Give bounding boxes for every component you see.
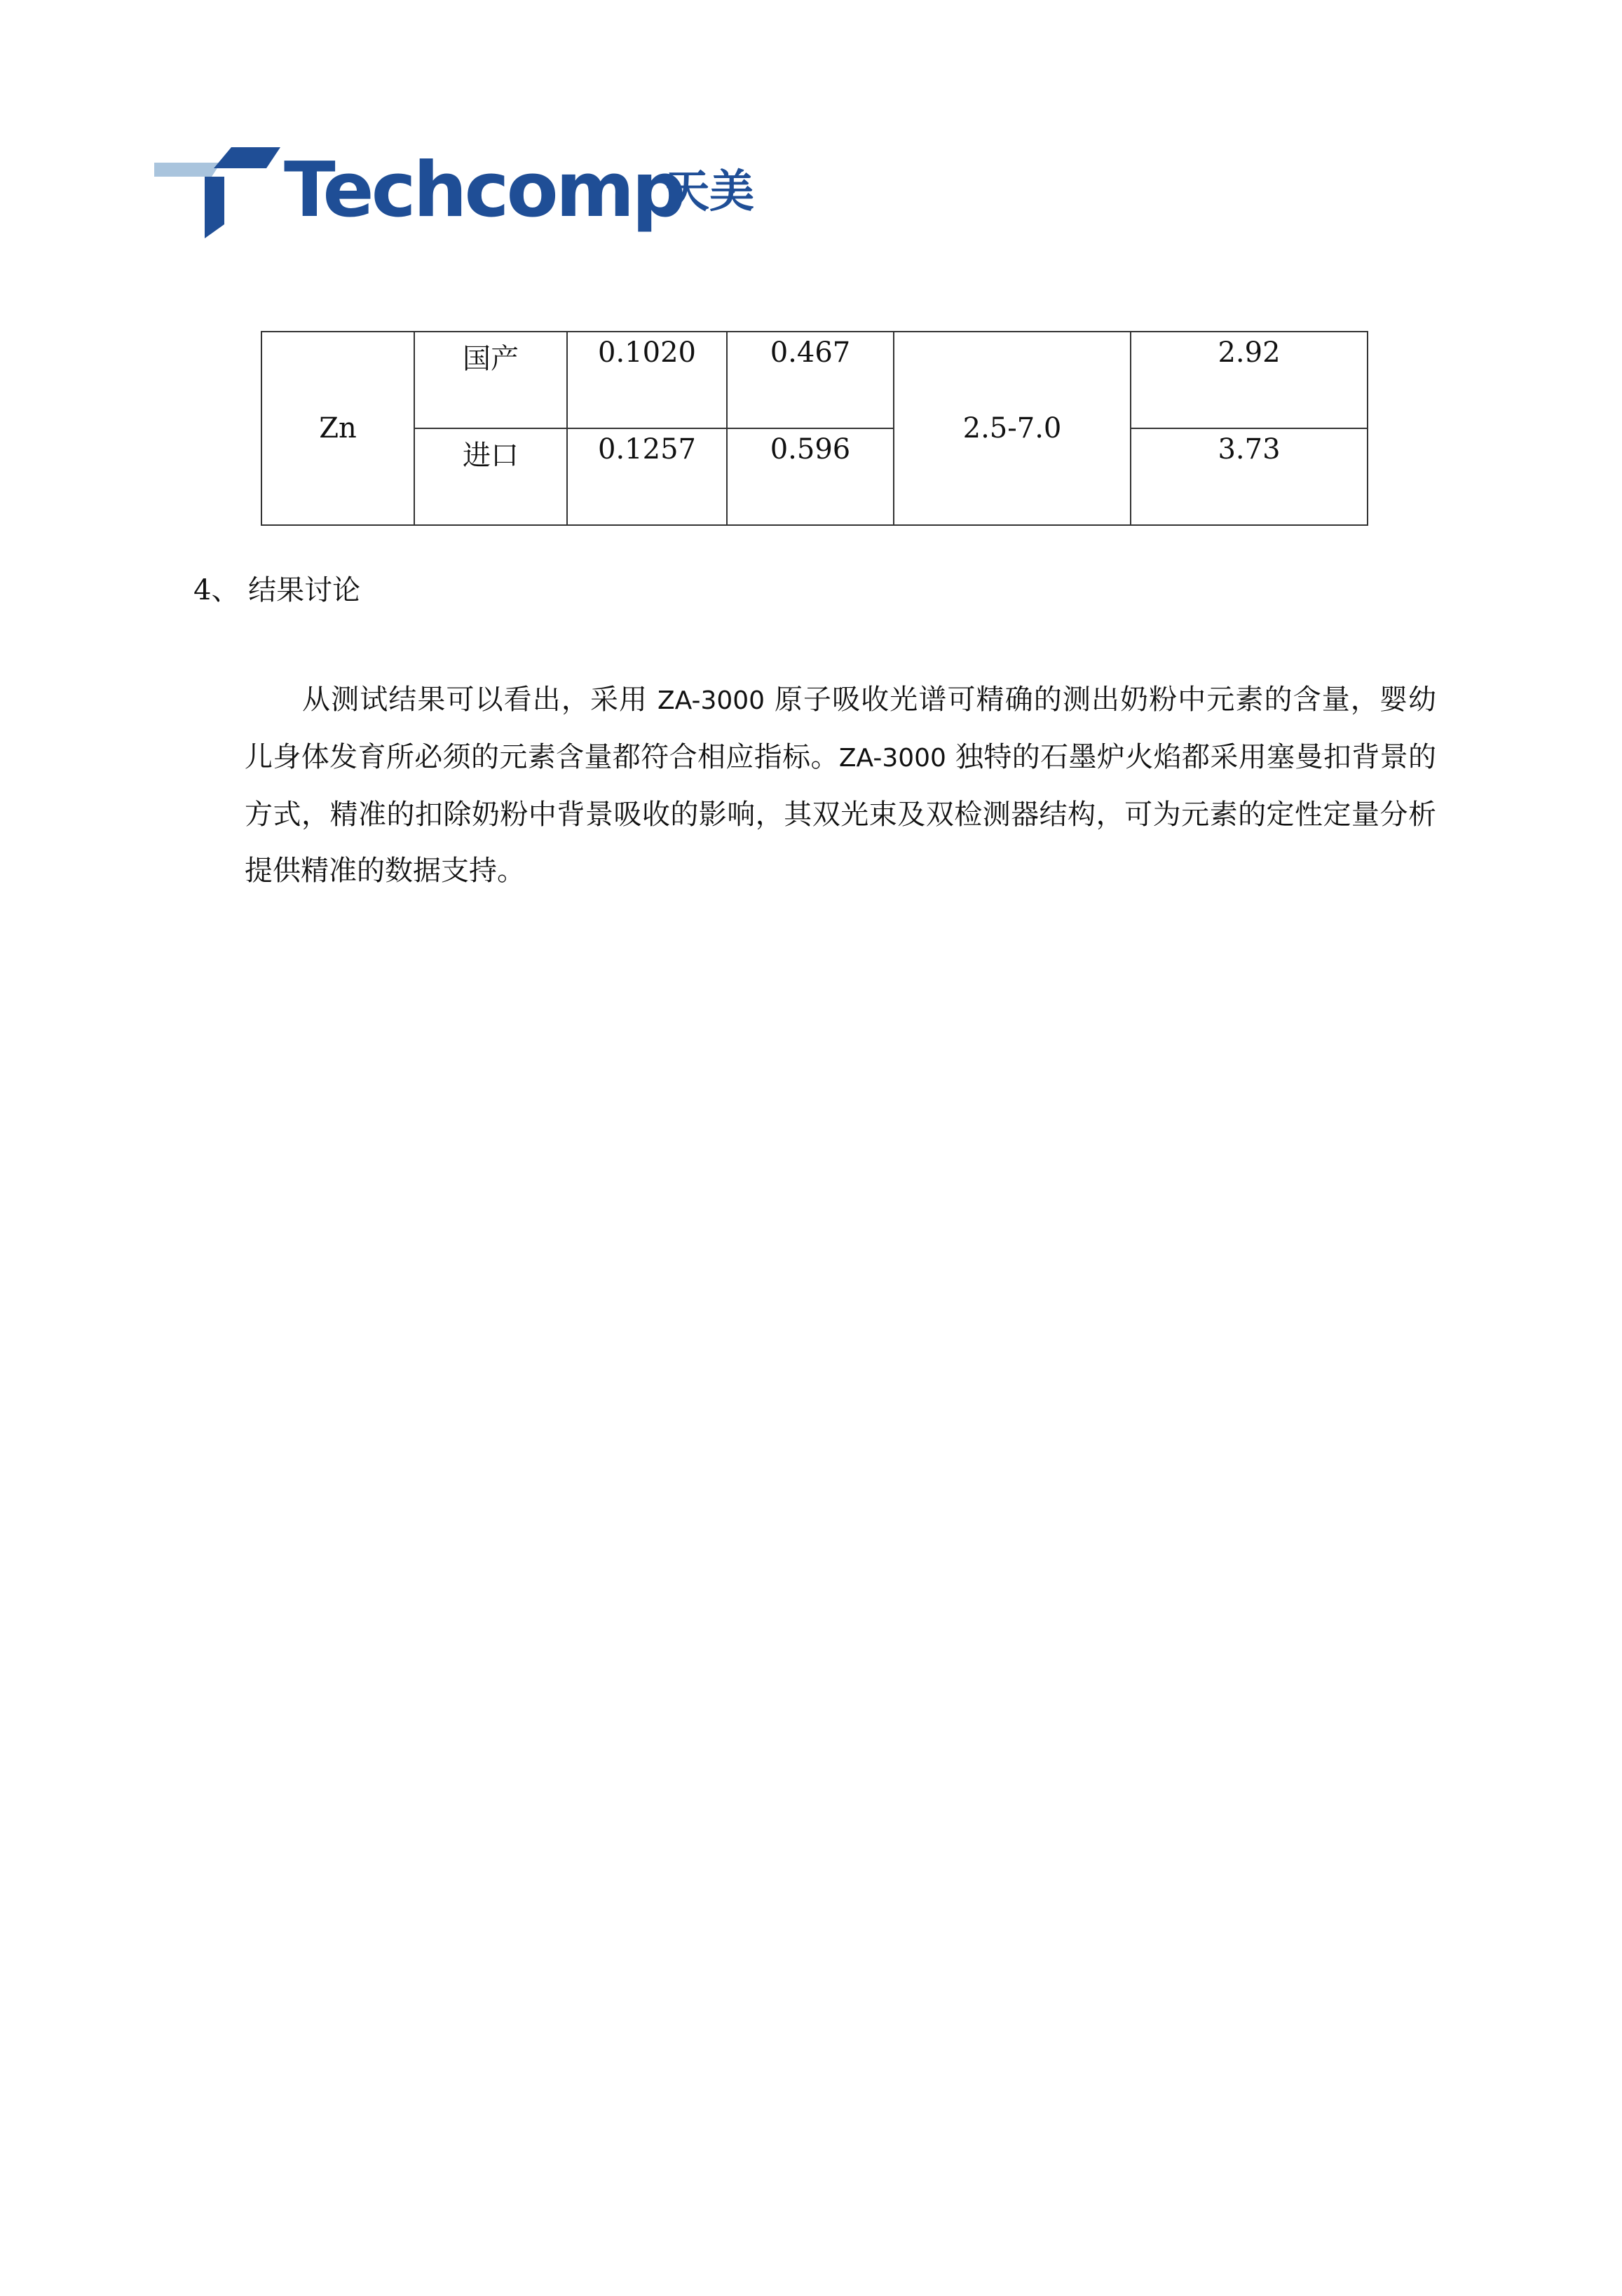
discussion-paragraph bbox=[245, 672, 1436, 899]
paragraph-text: 独特的石墨炉火焰都采用塞曼扣背景的方式，精准的扣除奶粉中背景吸收的影响，其双光束及双检测器结构，可为元素的定性定量分析提供精准的数据支持。 bbox=[245, 741, 1437, 887]
logo-wordmark: Techcomp bbox=[284, 147, 683, 234]
result-cell: 2.92 bbox=[1131, 332, 1368, 428]
model-name: ZA-3000 bbox=[838, 744, 946, 773]
section-heading: 4、 结果讨论 bbox=[193, 574, 361, 606]
origin-cell: 国产 bbox=[414, 332, 567, 428]
value-cell: 0.1257 bbox=[567, 428, 727, 525]
value-cell: 0.1020 bbox=[567, 332, 727, 428]
techcomp-logo bbox=[154, 147, 799, 245]
value-cell: 0.596 bbox=[727, 428, 894, 525]
result-cell: 3.73 bbox=[1131, 428, 1368, 525]
table-row bbox=[261, 332, 1368, 428]
logo-chinese: 天美 bbox=[665, 166, 754, 218]
model-name: ZA-3000 bbox=[657, 686, 765, 715]
value-cell: 0.467 bbox=[727, 332, 894, 428]
results-table bbox=[261, 331, 1368, 526]
origin-cell: 进口 bbox=[414, 428, 567, 525]
table-row bbox=[261, 428, 1368, 525]
logo-mark-icon bbox=[154, 147, 280, 245]
paragraph-text: 从测试结果可以看出，采用 bbox=[302, 684, 648, 716]
range-cell: 2.5-7.0 bbox=[894, 332, 1131, 525]
paragraph-text: 原子吸收光谱可精确的测出奶粉中元素的含量，婴幼儿身体发育所必须的元素含量都符合相应指标。 bbox=[245, 684, 1437, 773]
element-cell: Zn bbox=[261, 332, 414, 525]
